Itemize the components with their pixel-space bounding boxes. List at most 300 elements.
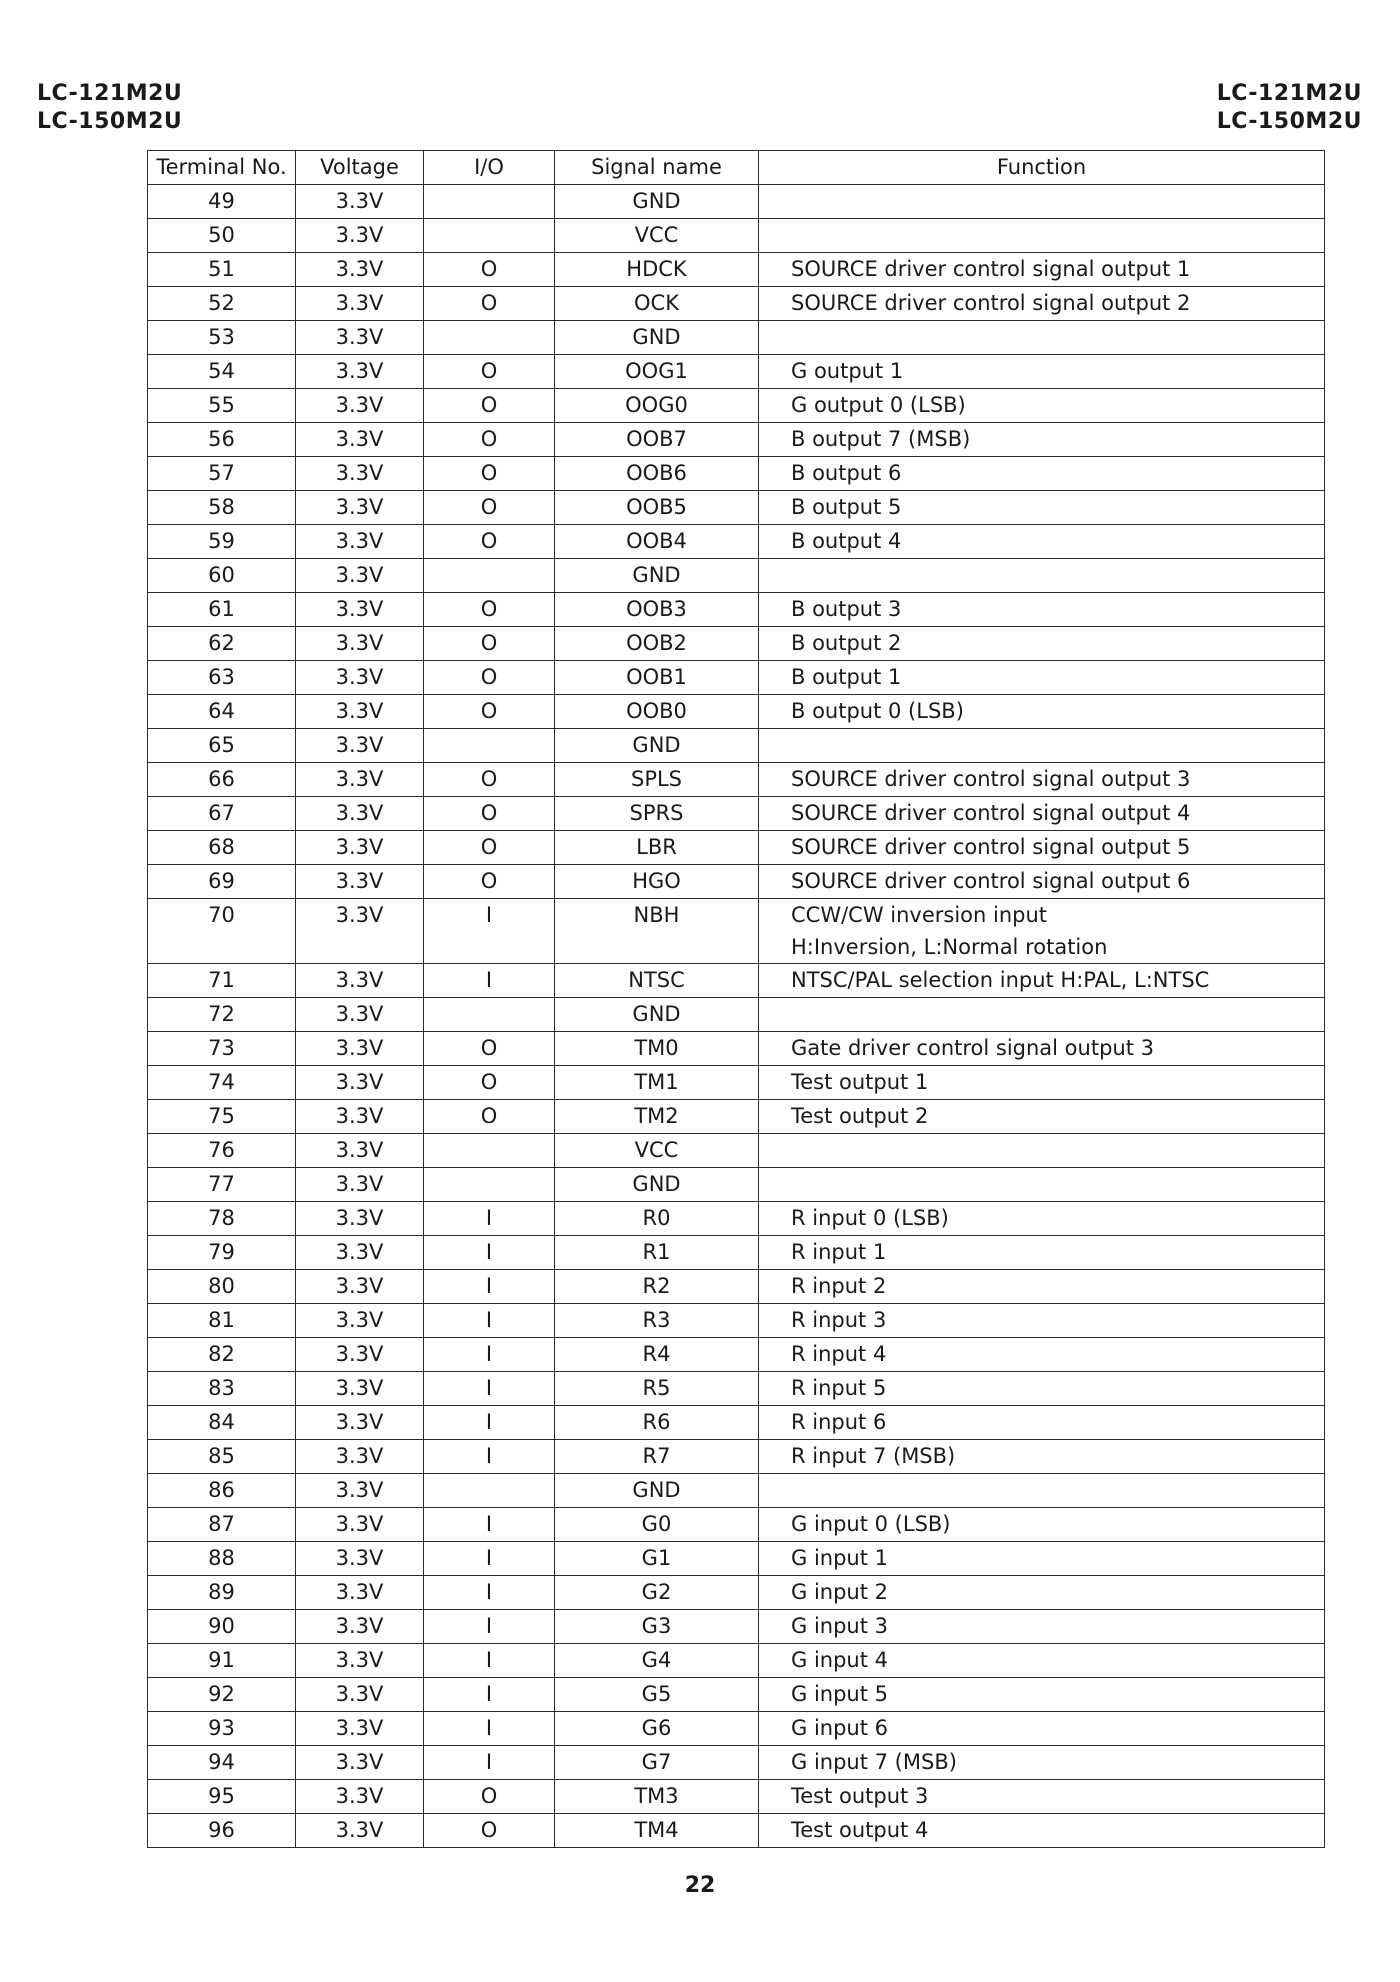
function-cell — [759, 185, 1325, 219]
function-text: G input 4 — [791, 1648, 889, 1672]
voltage-cell: 3.3V — [296, 1712, 424, 1746]
table-row — [148, 1134, 1325, 1168]
voltage-cell: 3.3V — [296, 1304, 424, 1338]
table-row — [148, 1338, 1325, 1372]
voltage-cell: 3.3V — [296, 185, 424, 219]
table-row — [148, 1712, 1325, 1746]
function-text: B output 2 — [791, 631, 902, 655]
table-row — [148, 1168, 1325, 1202]
signal-name-cell: R5 — [555, 1372, 759, 1406]
function-text: Test output 3 — [791, 1784, 929, 1808]
function-text — [791, 185, 1324, 217]
voltage-cell: 3.3V — [296, 1270, 424, 1304]
voltage-cell: 3.3V — [296, 1644, 424, 1678]
function-text: B output 6 — [791, 461, 902, 485]
column-header-io: I/O — [424, 151, 555, 185]
table-row — [148, 831, 1325, 865]
terminal-no-cell: 69 — [148, 865, 296, 899]
function-cell — [759, 1542, 1325, 1576]
voltage-cell: 3.3V — [296, 1202, 424, 1236]
table-row — [148, 389, 1325, 423]
terminal-no-cell: 89 — [148, 1576, 296, 1610]
function-cell — [759, 729, 1325, 763]
voltage-cell: 3.3V — [296, 559, 424, 593]
function-cell — [759, 593, 1325, 627]
voltage-cell: 3.3V — [296, 695, 424, 729]
voltage-cell: 3.3V — [296, 525, 424, 559]
table-row — [148, 355, 1325, 389]
column-header-signal-name: Signal name — [555, 151, 759, 185]
io-cell: I — [424, 1236, 555, 1270]
voltage-cell: 3.3V — [296, 355, 424, 389]
table-row — [148, 1644, 1325, 1678]
io-cell: O — [424, 355, 555, 389]
function-cell — [759, 899, 1325, 964]
function-text: SOURCE driver control signal output 1 — [791, 257, 1191, 281]
signal-name-cell: G6 — [555, 1712, 759, 1746]
function-cell — [759, 1338, 1325, 1372]
table-row — [148, 185, 1325, 219]
terminal-no-cell: 59 — [148, 525, 296, 559]
terminal-no-cell: 96 — [148, 1814, 296, 1848]
signal-name-cell: GND — [555, 1474, 759, 1508]
signal-name-cell: G0 — [555, 1508, 759, 1542]
table-row — [148, 1100, 1325, 1134]
terminal-no-cell: 65 — [148, 729, 296, 763]
signal-name-cell: VCC — [555, 219, 759, 253]
function-cell — [759, 661, 1325, 695]
function-text: R input 4 — [791, 1342, 887, 1366]
io-cell: I — [424, 1746, 555, 1780]
signal-name-cell: OOB6 — [555, 457, 759, 491]
voltage-cell: 3.3V — [296, 1610, 424, 1644]
function-cell — [759, 423, 1325, 457]
voltage-cell: 3.3V — [296, 287, 424, 321]
function-cell — [759, 1406, 1325, 1440]
function-text: G output 1 — [791, 359, 904, 383]
table-row — [148, 1406, 1325, 1440]
function-cell — [759, 627, 1325, 661]
function-cell — [759, 1304, 1325, 1338]
voltage-cell: 3.3V — [296, 389, 424, 423]
io-cell — [424, 321, 555, 355]
io-cell: O — [424, 389, 555, 423]
function-text — [791, 1168, 1324, 1200]
table-row — [148, 899, 1325, 964]
io-cell: O — [424, 525, 555, 559]
model-number: LC-121M2U — [37, 81, 183, 106]
signal-name-cell: OOB4 — [555, 525, 759, 559]
io-cell: O — [424, 627, 555, 661]
voltage-cell: 3.3V — [296, 729, 424, 763]
terminal-no-cell: 85 — [148, 1440, 296, 1474]
function-cell — [759, 355, 1325, 389]
function-text — [791, 219, 1324, 251]
io-cell — [424, 1474, 555, 1508]
terminal-no-cell: 74 — [148, 1066, 296, 1100]
function-cell — [759, 964, 1325, 998]
terminal-no-cell: 79 — [148, 1236, 296, 1270]
function-cell — [759, 831, 1325, 865]
signal-name-cell: OOB7 — [555, 423, 759, 457]
voltage-cell: 3.3V — [296, 1678, 424, 1712]
signal-name-cell: OOB0 — [555, 695, 759, 729]
table-row — [148, 1032, 1325, 1066]
function-text — [791, 729, 1324, 761]
signal-name-cell: R3 — [555, 1304, 759, 1338]
table-row — [148, 1542, 1325, 1576]
signal-name-cell: GND — [555, 729, 759, 763]
function-text: R input 7 (MSB) — [791, 1444, 956, 1468]
terminal-no-cell: 70 — [148, 899, 296, 964]
io-cell: I — [424, 1440, 555, 1474]
signal-name-cell: R6 — [555, 1406, 759, 1440]
function-cell — [759, 287, 1325, 321]
io-cell — [424, 1168, 555, 1202]
function-text: NTSC/PAL selection input H:PAL, L:NTSC — [791, 968, 1210, 992]
table-row — [148, 661, 1325, 695]
signal-name-cell: SPLS — [555, 763, 759, 797]
io-cell: O — [424, 695, 555, 729]
io-cell: I — [424, 1576, 555, 1610]
function-cell — [759, 797, 1325, 831]
function-cell — [759, 559, 1325, 593]
voltage-cell: 3.3V — [296, 1168, 424, 1202]
io-cell: O — [424, 1100, 555, 1134]
signal-name-cell: OOB5 — [555, 491, 759, 525]
function-cell — [759, 1168, 1325, 1202]
function-cell — [759, 1066, 1325, 1100]
function-cell — [759, 1678, 1325, 1712]
io-cell: I — [424, 1304, 555, 1338]
signal-name-cell: G4 — [555, 1644, 759, 1678]
signal-name-cell: R2 — [555, 1270, 759, 1304]
voltage-cell: 3.3V — [296, 219, 424, 253]
function-cell — [759, 1474, 1325, 1508]
terminal-no-cell: 64 — [148, 695, 296, 729]
table-row — [148, 1270, 1325, 1304]
voltage-cell: 3.3V — [296, 899, 424, 964]
terminal-no-cell: 73 — [148, 1032, 296, 1066]
function-text — [791, 998, 1324, 1030]
function-text: R input 6 — [791, 1410, 887, 1434]
function-text — [791, 321, 1324, 353]
header-model-right — [1217, 80, 1362, 136]
signal-name-cell: OOG0 — [555, 389, 759, 423]
function-text: Test output 2 — [791, 1104, 929, 1128]
function-cell — [759, 1576, 1325, 1610]
model-number: LC-121M2U — [1216, 81, 1362, 106]
io-cell — [424, 219, 555, 253]
table-row — [148, 627, 1325, 661]
terminal-no-cell: 78 — [148, 1202, 296, 1236]
terminal-no-cell: 58 — [148, 491, 296, 525]
terminal-no-cell: 92 — [148, 1678, 296, 1712]
voltage-cell: 3.3V — [296, 1032, 424, 1066]
function-cell — [759, 1236, 1325, 1270]
io-cell: I — [424, 964, 555, 998]
function-cell — [759, 1610, 1325, 1644]
table-row — [148, 423, 1325, 457]
signal-name-cell: G1 — [555, 1542, 759, 1576]
terminal-no-cell: 53 — [148, 321, 296, 355]
io-cell: I — [424, 1270, 555, 1304]
signal-name-cell: NTSC — [555, 964, 759, 998]
function-cell — [759, 219, 1325, 253]
table-row — [148, 1610, 1325, 1644]
table-row — [148, 1236, 1325, 1270]
page-number: 22 — [684, 1873, 716, 1898]
function-cell — [759, 763, 1325, 797]
voltage-cell: 3.3V — [296, 1236, 424, 1270]
signal-name-cell: GND — [555, 321, 759, 355]
function-cell — [759, 321, 1325, 355]
terminal-no-cell: 76 — [148, 1134, 296, 1168]
signal-name-cell: OOB3 — [555, 593, 759, 627]
table-row — [148, 321, 1325, 355]
io-cell: O — [424, 797, 555, 831]
table-row — [148, 763, 1325, 797]
function-text: SOURCE driver control signal output 2 — [791, 291, 1191, 315]
signal-name-cell: G2 — [555, 1576, 759, 1610]
column-header-function: Function — [759, 151, 1325, 185]
io-cell: O — [424, 593, 555, 627]
table-row — [148, 1474, 1325, 1508]
table-row — [148, 1678, 1325, 1712]
terminal-no-cell: 54 — [148, 355, 296, 389]
voltage-cell: 3.3V — [296, 1100, 424, 1134]
function-text: G input 0 (LSB) — [791, 1512, 951, 1536]
function-text: G output 0 (LSB) — [791, 393, 966, 417]
signal-name-cell: HGO — [555, 865, 759, 899]
io-cell — [424, 729, 555, 763]
io-cell: O — [424, 865, 555, 899]
function-text: B output 5 — [791, 495, 902, 519]
signal-name-cell: GND — [555, 998, 759, 1032]
terminal-no-cell: 57 — [148, 457, 296, 491]
terminal-no-cell: 63 — [148, 661, 296, 695]
table-row — [148, 1304, 1325, 1338]
table-row — [148, 1202, 1325, 1236]
function-text: R input 5 — [791, 1376, 887, 1400]
function-text: SOURCE driver control signal output 6 — [791, 869, 1191, 893]
function-text: G input 1 — [791, 1546, 889, 1570]
signal-name-cell: TM0 — [555, 1032, 759, 1066]
table-row — [148, 1814, 1325, 1848]
table-row — [148, 695, 1325, 729]
table-row — [148, 559, 1325, 593]
function-cell — [759, 1780, 1325, 1814]
table-body — [148, 185, 1325, 1848]
voltage-cell: 3.3V — [296, 1134, 424, 1168]
signal-name-cell: TM1 — [555, 1066, 759, 1100]
table-row — [148, 1440, 1325, 1474]
function-cell — [759, 1712, 1325, 1746]
terminal-no-cell: 93 — [148, 1712, 296, 1746]
column-header-voltage: Voltage — [296, 151, 424, 185]
voltage-cell: 3.3V — [296, 1406, 424, 1440]
header-model-left — [37, 80, 182, 136]
voltage-cell: 3.3V — [296, 964, 424, 998]
terminal-no-cell: 62 — [148, 627, 296, 661]
function-text: R input 2 — [791, 1274, 887, 1298]
function-text: Gate driver control signal output 3 — [791, 1036, 1154, 1060]
function-text: B output 4 — [791, 529, 902, 553]
function-cell — [759, 1644, 1325, 1678]
io-cell: I — [424, 1338, 555, 1372]
terminal-no-cell: 51 — [148, 253, 296, 287]
signal-name-cell: OOG1 — [555, 355, 759, 389]
signal-name-cell: NBH — [555, 899, 759, 964]
function-cell — [759, 1270, 1325, 1304]
io-cell: O — [424, 831, 555, 865]
io-cell: O — [424, 1066, 555, 1100]
table-row — [148, 964, 1325, 998]
io-cell — [424, 559, 555, 593]
signal-name-cell: R7 — [555, 1440, 759, 1474]
terminal-no-cell: 87 — [148, 1508, 296, 1542]
io-cell: I — [424, 1542, 555, 1576]
voltage-cell: 3.3V — [296, 321, 424, 355]
signal-name-cell: OCK — [555, 287, 759, 321]
io-cell — [424, 1134, 555, 1168]
io-cell: I — [424, 1372, 555, 1406]
io-cell: I — [424, 1678, 555, 1712]
column-header-terminal-no: Terminal No. — [148, 151, 296, 185]
voltage-cell: 3.3V — [296, 1576, 424, 1610]
terminal-no-cell: 67 — [148, 797, 296, 831]
signal-name-cell: LBR — [555, 831, 759, 865]
table-header-row — [148, 151, 1325, 185]
io-cell: O — [424, 457, 555, 491]
terminal-no-cell: 95 — [148, 1780, 296, 1814]
voltage-cell: 3.3V — [296, 1372, 424, 1406]
terminal-no-cell: 71 — [148, 964, 296, 998]
function-cell — [759, 1100, 1325, 1134]
function-text: B output 0 (LSB) — [791, 699, 964, 723]
terminal-table — [147, 150, 1325, 1848]
terminal-no-cell: 90 — [148, 1610, 296, 1644]
signal-name-cell: OOB2 — [555, 627, 759, 661]
voltage-cell: 3.3V — [296, 865, 424, 899]
signal-name-cell: HDCK — [555, 253, 759, 287]
terminal-no-cell: 94 — [148, 1746, 296, 1780]
function-text: CCW/CW inversion input — [791, 903, 1048, 927]
terminal-no-cell: 49 — [148, 185, 296, 219]
table-row — [148, 1508, 1325, 1542]
function-text: SOURCE driver control signal output 4 — [791, 801, 1191, 825]
voltage-cell: 3.3V — [296, 1508, 424, 1542]
function-text: G input 6 — [791, 1716, 889, 1740]
terminal-no-cell: 68 — [148, 831, 296, 865]
terminal-no-cell: 61 — [148, 593, 296, 627]
terminal-no-cell: 72 — [148, 998, 296, 1032]
function-text: SOURCE driver control signal output 3 — [791, 767, 1191, 791]
table-row — [148, 287, 1325, 321]
terminal-no-cell: 82 — [148, 1338, 296, 1372]
voltage-cell: 3.3V — [296, 1474, 424, 1508]
voltage-cell: 3.3V — [296, 1066, 424, 1100]
function-text: G input 7 (MSB) — [791, 1750, 957, 1774]
terminal-no-cell: 60 — [148, 559, 296, 593]
table-row — [148, 457, 1325, 491]
table-row — [148, 797, 1325, 831]
io-cell: O — [424, 661, 555, 695]
function-text: H:Inversion, L:Normal rotation — [791, 935, 1108, 959]
voltage-cell: 3.3V — [296, 1542, 424, 1576]
signal-name-cell: G3 — [555, 1610, 759, 1644]
terminal-no-cell: 55 — [148, 389, 296, 423]
io-cell: O — [424, 253, 555, 287]
io-cell: O — [424, 287, 555, 321]
terminal-no-cell: 84 — [148, 1406, 296, 1440]
terminal-no-cell: 83 — [148, 1372, 296, 1406]
function-cell — [759, 1508, 1325, 1542]
terminal-no-cell: 81 — [148, 1304, 296, 1338]
table-row — [148, 1780, 1325, 1814]
table-row — [148, 998, 1325, 1032]
function-text: G input 2 — [791, 1580, 889, 1604]
function-text — [791, 1134, 1324, 1166]
table-row — [148, 865, 1325, 899]
function-cell — [759, 865, 1325, 899]
signal-name-cell: GND — [555, 559, 759, 593]
signal-name-cell: TM4 — [555, 1814, 759, 1848]
io-cell: I — [424, 1202, 555, 1236]
table-row — [148, 1746, 1325, 1780]
function-cell — [759, 695, 1325, 729]
table-row — [148, 525, 1325, 559]
voltage-cell: 3.3V — [296, 763, 424, 797]
voltage-cell: 3.3V — [296, 1780, 424, 1814]
signal-name-cell: GND — [555, 1168, 759, 1202]
table-row — [148, 729, 1325, 763]
function-cell — [759, 525, 1325, 559]
io-cell — [424, 185, 555, 219]
table-row — [148, 593, 1325, 627]
function-cell — [759, 389, 1325, 423]
function-text: G input 3 — [791, 1614, 889, 1638]
function-text: R input 3 — [791, 1308, 887, 1332]
io-cell: O — [424, 763, 555, 797]
terminal-no-cell: 56 — [148, 423, 296, 457]
function-cell — [759, 1202, 1325, 1236]
function-text: B output 3 — [791, 597, 902, 621]
table-row — [148, 1066, 1325, 1100]
io-cell: O — [424, 1814, 555, 1848]
function-cell — [759, 1746, 1325, 1780]
voltage-cell: 3.3V — [296, 627, 424, 661]
signal-name-cell: TM2 — [555, 1100, 759, 1134]
signal-name-cell: R1 — [555, 1236, 759, 1270]
io-cell: I — [424, 1406, 555, 1440]
function-cell — [759, 457, 1325, 491]
table-row — [148, 253, 1325, 287]
voltage-cell: 3.3V — [296, 661, 424, 695]
io-cell: I — [424, 1644, 555, 1678]
signal-name-cell: OOB1 — [555, 661, 759, 695]
function-text: R input 0 (LSB) — [791, 1206, 949, 1230]
io-cell: O — [424, 1780, 555, 1814]
function-cell — [759, 1372, 1325, 1406]
model-number: LC-150M2U — [37, 109, 183, 134]
signal-name-cell: TM3 — [555, 1780, 759, 1814]
io-cell: O — [424, 423, 555, 457]
voltage-cell: 3.3V — [296, 253, 424, 287]
function-text: SOURCE driver control signal output 5 — [791, 835, 1191, 859]
terminal-no-cell: 80 — [148, 1270, 296, 1304]
table-row — [148, 1372, 1325, 1406]
